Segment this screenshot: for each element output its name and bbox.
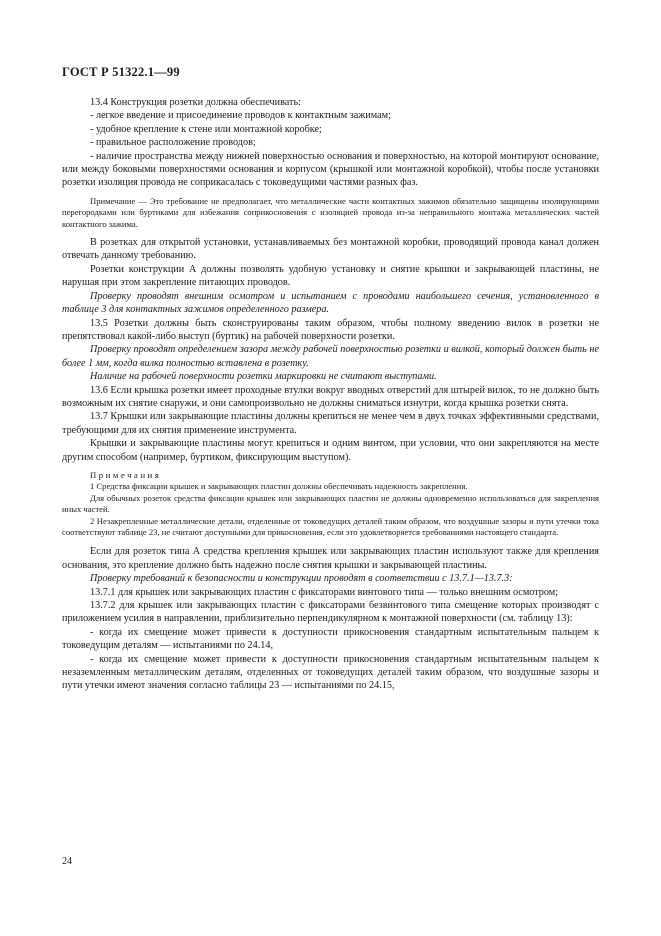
verification-paragraph: Наличие на рабочей поверхности розетки маркировки не считают выступами. [90, 371, 437, 383]
verification-paragraph: Проверку требований к безопасности и конструкции проводят в соответствии с 13.7.1—13.7.3: [90, 573, 513, 585]
paragraph: 13.5 Розетки должны быть сконструированы таким образом, чтобы полному введению вилок в розетки не препятствовал какой-либо выступ (буртик) на рабочей поверхности розетки. [62, 317, 599, 342]
note-paragraph: 2 Незакрепленные металлические детали, отделенные от токоведущих деталей таким образом, что воздушные зазоры и пути утечки тока соответствуют таблице 23, не считают доступными для прикосновения, если это удовлетворяется требованиями настоящего стандарта. [62, 515, 599, 537]
list-item: - когда их смещение может привести к доступности прикосновения стандартным испытательным пальцем к токоведущим деталям — испытаниями по 24.14, [62, 626, 599, 652]
page-number: 24 [62, 856, 72, 867]
paragraph: 13.6 Если крышка розетки имеет проходные втулки вокруг вводных отверстий для штырей вилок, то не должно быть возможным их снятие снаружи, и они самопроизвольно не должны сниматься изнутри, когда крышка розетки снята. [62, 384, 599, 409]
list-item: - легкое введение и присоединение проводов к контактным зажимам; [90, 110, 391, 122]
paragraph: 13.7.2 для крышек или закрывающих пластин с фиксаторами безвинтового типа смещение которых производят с приложением усилия в направлении, приблизительно перпендикулярном к монтажной поверхности (см. таблицу 13): [62, 600, 599, 625]
paragraph: 13.4 Конструкция розетки должна обеспечивать: [90, 97, 301, 108]
notes-heading: Примечания [90, 469, 162, 480]
paragraph: Если для розеток типа А средства крепления крышек или закрывающих пластин используют также для крепления основания, это крепление должно быть надежно после снятия крышки и закрывающей пластины. [62, 546, 599, 571]
verification-paragraph: Проверку проводят внешним осмотром и испытанием с проводами наибольшего сечения, установленного в таблице 3 для контактных зажимов определенного размера. [62, 290, 599, 316]
paragraph: 13.7 Крышки или закрывающие пластины должны крепиться не менее чем в двух точках эффективными средствами, требующими для их снятия применение инструмента. [62, 411, 599, 436]
verification-paragraph: Проверку проводят определением зазора между рабочей поверхностью розетки и вилкой, который должен быть не более 1 мм, когда вилка полностью вставлена в розетку. [62, 344, 599, 369]
note-paragraph: Для обычных розеток средства фиксации крышек или закрывающих пластин не должны одновременно использоваться для закрепления иных частей. [62, 492, 599, 515]
list-item: - правильное расположение проводов; [90, 137, 256, 149]
document-header: ГОСТ Р 51322.1—99 [62, 65, 180, 79]
list-item: - наличие пространства между нижней поверхностью основания и поверхностью, на которой монтируют основание, или между боковыми поверхностями основания и корпусом (крышкой или монтажной коробкой), чтобы после установки розетки изоляция провода не соприкасалась с токоведущими частями разных фаз. [62, 150, 599, 189]
paragraph: В розетках для открытой установки, устанавливаемых без монтажной коробки, проводящий провода канал должен отвечать данному требованию. [62, 237, 599, 262]
document-body [62, 96, 599, 693]
note-paragraph: 1 Средства фиксации крышек и закрывающих пластин должны обеспечивать надежность закрепления. [90, 481, 468, 492]
paragraph: Розетки конструкции А должны позволять удобную установку и снятие крышки и закрывающей пластины, не нарушая при этом закрепление питающих проводов. [62, 263, 599, 289]
list-item: - когда их смещение может привести к доступности прикосновения стандартным испытательным пальцем к незаземленным металлическим деталям, отделенных от токоведущих деталей таким образом, что воздушные зазоры и пути утечки имеют значения согласно таблицы 23 — испытаниями по 24.15, [62, 653, 599, 692]
list-item: - удобное крепление к стене или монтажной коробке; [90, 123, 322, 135]
paragraph: Крышки и закрывающие пластины могут крепиться и одним винтом, при условии, что они закрепляются на месте другим способом (например, буртиком, фиксирующим выступом). [62, 438, 599, 463]
paragraph: 13.7.1 для крышек или закрывающих пластин с фиксаторами винтового типа — только внешним осмотром; [90, 586, 559, 598]
note-paragraph: Примечание — Это требование не предполагает, что металлические части контактных зажимов обязательно защищены изолирующими перегородками или буртиками для избежания соприкосновения с изоляцией провода из-за неправильного монтажа металлических частей контактного зажима. [62, 195, 599, 229]
